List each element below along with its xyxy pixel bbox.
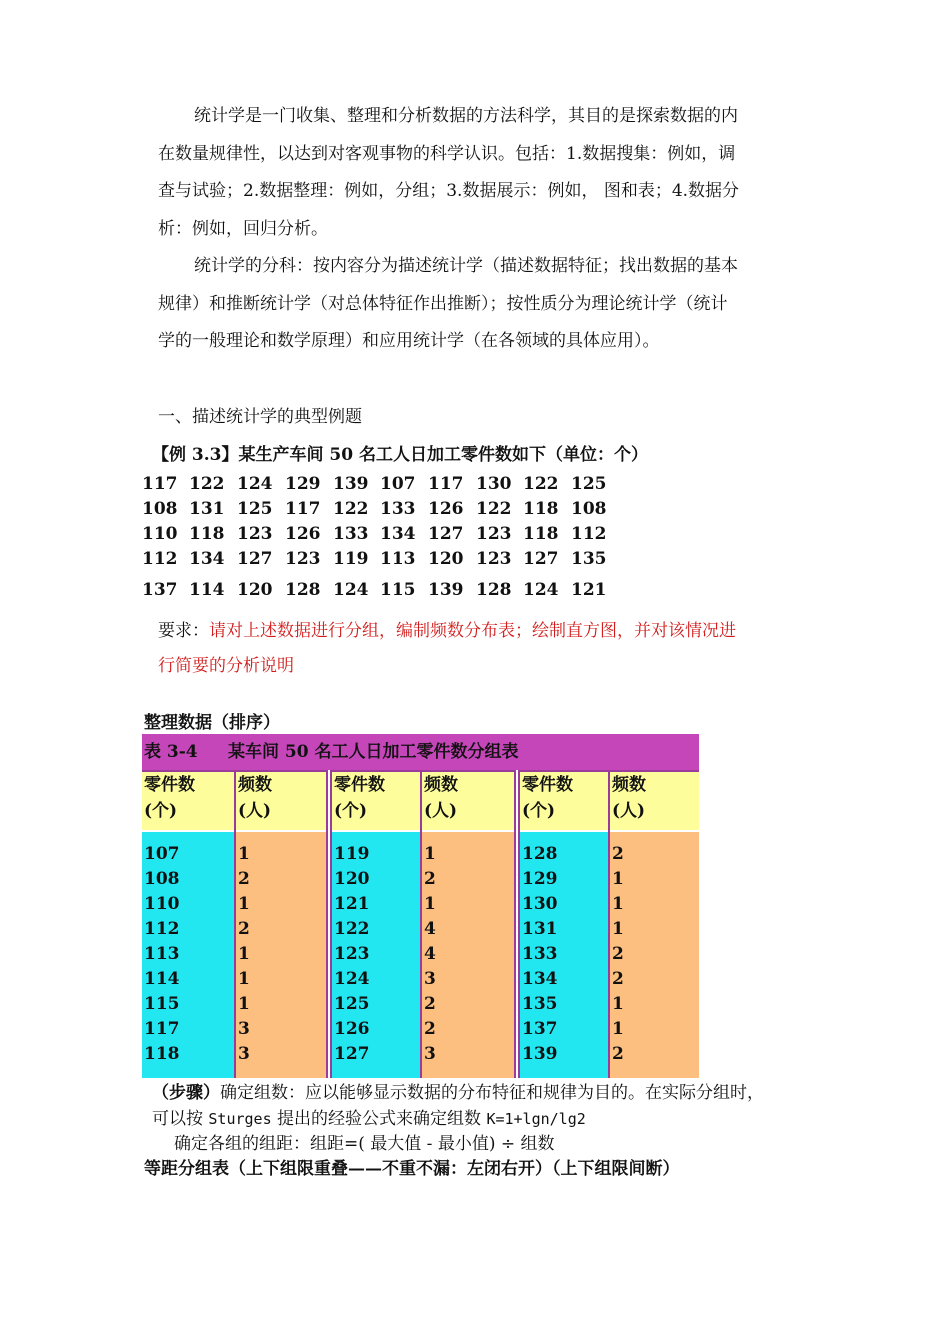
table-cell: 125 — [334, 994, 370, 1014]
table-cell: 135 — [522, 994, 558, 1014]
intro-paragraph-2 — [158, 248, 818, 361]
requirement-text: 行简要的分析说明 — [158, 656, 294, 676]
data-cell: 117 — [285, 499, 321, 519]
column-body — [332, 832, 420, 1078]
step-text: 提出的经验公式来确定组数 — [271, 1109, 487, 1129]
data-cell: 127 — [523, 549, 559, 569]
column-body — [236, 832, 326, 1078]
table-cell: 118 — [144, 1044, 180, 1064]
steps-line-4: 等距分组表（上下组限重叠——不重不漏：左闭右开）（上下组限间断） — [144, 1159, 680, 1179]
table-cell: 3 — [424, 969, 436, 989]
text-line: 查与试验；2.数据整理：例如，分组；3.数据展示：例如， 图和表；4.数据分 — [158, 181, 740, 201]
data-cell: 112 — [571, 524, 607, 544]
data-cell: 128 — [285, 580, 321, 600]
data-cell: 123 — [285, 549, 321, 569]
table-cell: 2 — [612, 1044, 624, 1064]
table-cell: 133 — [522, 944, 558, 964]
table-title: 某车间 50 名工人日加工零件数分组表 — [228, 742, 519, 762]
data-cell: 118 — [523, 499, 559, 519]
data-cell: 121 — [571, 580, 607, 600]
steps-line-1 — [152, 1078, 764, 1103]
table-cell: 1 — [424, 844, 436, 864]
column-body — [422, 832, 514, 1078]
data-cell: 115 — [380, 580, 416, 600]
header-line: 频数 — [612, 775, 646, 795]
text-line: 学的一般理论和数学原理）和应用统计学（在各领域的具体应用）。 — [158, 331, 660, 351]
table-cell: 139 — [522, 1044, 558, 1064]
intro-paragraph-1 — [158, 98, 818, 248]
data-cell: 124 — [523, 580, 559, 600]
frequency-table — [142, 734, 699, 1078]
table-cell: 128 — [522, 844, 558, 864]
header-line: (个) — [144, 801, 178, 821]
table-cell: 131 — [522, 919, 558, 939]
table-cell: 1 — [612, 869, 624, 889]
data-cell: 130 — [476, 474, 512, 494]
data-cell: 134 — [380, 524, 416, 544]
data-cell: 122 — [476, 499, 512, 519]
data-cell: 134 — [189, 549, 225, 569]
header-line: 频数 — [238, 775, 272, 795]
requirement-label: 要求： — [158, 621, 209, 641]
data-cell: 120 — [428, 549, 464, 569]
data-cell: 120 — [237, 580, 273, 600]
data-cell: 110 — [142, 524, 178, 544]
data-cell: 118 — [523, 524, 559, 544]
data-cell: 137 — [142, 580, 178, 600]
table-cell: 2 — [612, 844, 624, 864]
sturges-name: Sturges — [208, 1110, 272, 1128]
data-cell: 128 — [476, 580, 512, 600]
table-number: 表 3-4 — [144, 742, 198, 762]
table-cell: 110 — [144, 894, 180, 914]
table-cell: 130 — [522, 894, 558, 914]
data-cell: 129 — [285, 474, 321, 494]
data-cell: 112 — [142, 549, 178, 569]
header-line: (个) — [334, 801, 368, 821]
data-cell: 122 — [333, 499, 369, 519]
table-cell: 129 — [522, 869, 558, 889]
data-cell: 123 — [237, 524, 273, 544]
table-cell: 1 — [238, 844, 250, 864]
header-line: (人) — [238, 801, 272, 821]
parts-column — [332, 770, 420, 1078]
table-cell: 1 — [238, 969, 250, 989]
sturges-formula: K=1+lgn/lg2 — [486, 1110, 586, 1128]
steps-line-2 — [152, 1104, 586, 1129]
table-cell: 2 — [238, 919, 250, 939]
example-title: 【例 3.3】某生产车间 50 名工人日加工零件数如下（单位：个） — [152, 445, 648, 465]
header-line: 零件数 — [522, 775, 573, 795]
section-heading: 一、描述统计学的典型例题 — [158, 407, 362, 427]
table-cell: 107 — [144, 844, 180, 864]
table-cell: 2 — [612, 944, 624, 964]
parts-column — [142, 770, 234, 1078]
header-line: 频数 — [424, 775, 458, 795]
table-cell: 1 — [424, 894, 436, 914]
table-cell: 2 — [424, 994, 436, 1014]
table-cell: 122 — [334, 919, 370, 939]
data-cell: 127 — [428, 524, 464, 544]
table-cell: 1 — [612, 894, 624, 914]
column-body — [610, 832, 699, 1078]
table-cell: 119 — [334, 844, 370, 864]
parts-column — [520, 770, 608, 1078]
requirement-text: 请对上述数据进行分组，编制频数分布表；绘制直方图，并对该情况进 — [209, 621, 736, 641]
table-cell: 115 — [144, 994, 180, 1014]
data-cell: 124 — [333, 580, 369, 600]
step-label: （步骤） — [152, 1083, 220, 1103]
frequency-column — [236, 770, 326, 1078]
table-cell: 127 — [334, 1044, 370, 1064]
data-cell: 135 — [571, 549, 607, 569]
column-header — [610, 770, 699, 830]
table-cell: 1 — [238, 894, 250, 914]
data-cell: 139 — [333, 474, 369, 494]
table-cell: 117 — [144, 1019, 180, 1039]
column-header — [332, 770, 420, 830]
table-cell: 137 — [522, 1019, 558, 1039]
data-cell: 108 — [142, 499, 178, 519]
data-cell: 123 — [476, 524, 512, 544]
table-cell: 2 — [612, 969, 624, 989]
column-header — [520, 770, 608, 830]
data-cell: 127 — [237, 549, 273, 569]
data-cell: 114 — [189, 580, 225, 600]
table-cell: 3 — [238, 1044, 250, 1064]
table-cell: 108 — [144, 869, 180, 889]
table-cell: 126 — [334, 1019, 370, 1039]
table-title-bar — [142, 734, 699, 770]
data-cell: 131 — [189, 499, 225, 519]
table-cell: 1 — [612, 919, 624, 939]
table-cell: 114 — [144, 969, 180, 989]
column-body — [142, 832, 234, 1078]
step-text: 确定组数：应以能够显示数据的分布特征和规律为目的。在实际分组时， — [220, 1083, 764, 1103]
text-line: 在数量规律性，以达到对客观事物的科学认识。包括：1.数据搜集：例如，调 — [158, 143, 736, 164]
requirement — [158, 614, 818, 684]
data-cell: 139 — [428, 580, 464, 600]
table-cell: 113 — [144, 944, 180, 964]
data-cell: 122 — [523, 474, 559, 494]
header-line: (人) — [612, 801, 646, 821]
header-line: (人) — [424, 801, 458, 821]
table-cell: 112 — [144, 919, 180, 939]
table-cell: 123 — [334, 944, 370, 964]
table-cell: 4 — [424, 919, 436, 939]
text-line: 规律）和推断统计学（对总体特征作出推断）；按性质分为理论统计学（统计 — [158, 293, 728, 314]
text-line: 统计学的分科：按内容分为描述统计学（描述数据特征；找出数据的基本 — [194, 256, 738, 276]
data-cell: 117 — [428, 474, 464, 494]
table-cell: 2 — [238, 869, 250, 889]
header-line: (个) — [522, 801, 556, 821]
table-cell: 120 — [334, 869, 370, 889]
step-text: 可以按 — [152, 1109, 209, 1129]
data-cell: 126 — [285, 524, 321, 544]
table-cell: 4 — [424, 944, 436, 964]
data-cell: 119 — [333, 549, 369, 569]
column-header — [236, 770, 326, 830]
data-cell: 118 — [189, 524, 225, 544]
data-cell: 133 — [380, 499, 416, 519]
table-cell: 1 — [612, 1019, 624, 1039]
data-cell: 108 — [571, 499, 607, 519]
data-cell: 125 — [237, 499, 273, 519]
table-cell: 1 — [238, 944, 250, 964]
data-cell: 133 — [333, 524, 369, 544]
data-cell: 125 — [571, 474, 607, 494]
table-cell: 134 — [522, 969, 558, 989]
column-header — [142, 770, 234, 830]
header-line: 零件数 — [334, 775, 385, 795]
table-cell: 3 — [238, 1019, 250, 1039]
header-line: 零件数 — [144, 775, 195, 795]
data-cell: 117 — [142, 474, 178, 494]
data-cell: 126 — [428, 499, 464, 519]
table-cell: 2 — [424, 869, 436, 889]
table-cell: 1 — [612, 994, 624, 1014]
data-cell: 113 — [380, 549, 416, 569]
text-line: 统计学是一门收集、整理和分析数据的方法科学，其目的是探索数据的内 — [194, 106, 738, 126]
table-cell: 124 — [334, 969, 370, 989]
data-cell: 107 — [380, 474, 416, 494]
frequency-column — [610, 770, 699, 1078]
table-cell: 2 — [424, 1019, 436, 1039]
frequency-column — [422, 770, 514, 1078]
table-cell: 1 — [238, 994, 250, 1014]
column-body — [520, 832, 608, 1078]
steps-line-3: 确定各组的组距：组距=( 最大值 - 最小值) ÷ 组数 — [174, 1134, 555, 1154]
column-header — [422, 770, 514, 830]
data-cell: 124 — [237, 474, 273, 494]
data-cell: 123 — [476, 549, 512, 569]
table-cell: 121 — [334, 894, 370, 914]
table-cell: 3 — [424, 1044, 436, 1064]
data-cell: 122 — [189, 474, 225, 494]
sort-heading: 整理数据（排序） — [144, 713, 280, 733]
text-line: 析：例如，回归分析。 — [158, 218, 328, 239]
